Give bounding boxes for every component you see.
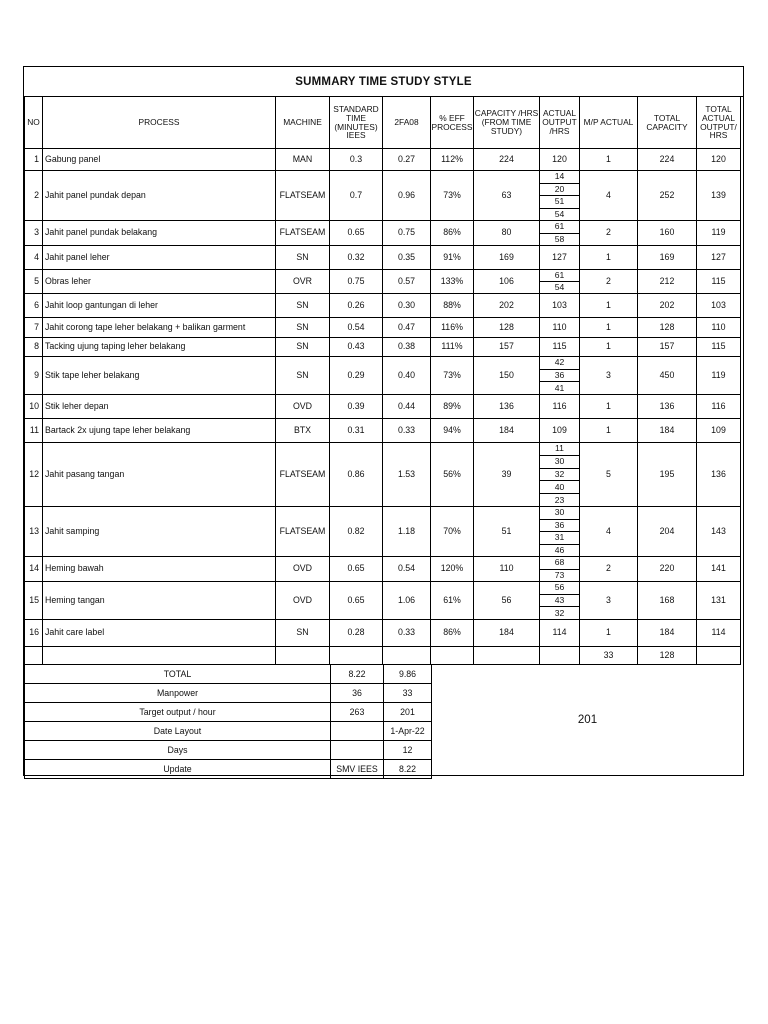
row-mp-actual: 1 — [580, 246, 638, 270]
row-style-time: 1.18 — [383, 507, 431, 557]
header-machine: MACHINE — [276, 97, 330, 149]
row-style-time: 0.40 — [383, 357, 431, 395]
row-eff: 120% — [431, 557, 474, 582]
target-output-box: 201 — [577, 713, 598, 726]
row-process: Heming tangan — [43, 582, 276, 620]
row-total-actual: 143 — [697, 507, 741, 557]
row-machine: SN — [276, 318, 330, 338]
table-row — [25, 221, 741, 246]
row-mp-actual: 1 — [580, 318, 638, 338]
row-total-actual: 116 — [697, 395, 741, 419]
row-total-actual: 119 — [697, 357, 741, 395]
row-standard-time: 0.75 — [330, 270, 383, 294]
row-machine: FLATSEAM — [276, 443, 330, 507]
actual-output-list — [540, 582, 579, 619]
actual-output-list — [540, 171, 579, 220]
header-capacity: CAPACITY /HRS (FROM TIME STUDY) — [474, 97, 540, 149]
row-no: 14 — [25, 557, 43, 582]
row-actual-output — [540, 357, 580, 395]
row-total-capacity: 136 — [638, 395, 697, 419]
row-mp-actual: 4 — [580, 171, 638, 221]
summary-value-standard — [331, 741, 384, 760]
row-standard-time: 0.32 — [330, 246, 383, 270]
summary-value-style: 1-Apr-22 — [384, 722, 432, 741]
header-row — [25, 97, 741, 149]
table-row — [25, 246, 741, 270]
summary-value-standard: 263 — [331, 703, 384, 722]
row-style-time: 0.27 — [383, 149, 431, 171]
row-style-time: 0.96 — [383, 171, 431, 221]
row-machine: OVD — [276, 395, 330, 419]
row-mp-actual: 2 — [580, 557, 638, 582]
row-eff: 73% — [431, 171, 474, 221]
table-row — [25, 318, 741, 338]
row-machine: MAN — [276, 149, 330, 171]
row-total-actual: 139 — [697, 171, 741, 221]
row-standard-time: 0.7 — [330, 171, 383, 221]
row-total-capacity: 168 — [638, 582, 697, 620]
row-process: Jahit loop gantungan di leher — [43, 294, 276, 318]
summary-row — [25, 684, 432, 703]
row-no: 5 — [25, 270, 43, 294]
row-total-actual: 131 — [697, 582, 741, 620]
summary-value-standard: 36 — [331, 684, 384, 703]
row-standard-time: 0.54 — [330, 318, 383, 338]
row-capacity: 56 — [474, 582, 540, 620]
row-standard-time: 0.65 — [330, 582, 383, 620]
row-style-time: 0.33 — [383, 620, 431, 647]
actual-output-value: 32 — [554, 607, 565, 618]
row-process: Jahit panel pundak belakang — [43, 221, 276, 246]
row-style-time: 0.38 — [383, 338, 431, 357]
row-no: 8 — [25, 338, 43, 357]
process-table — [24, 96, 741, 665]
summary-value-standard: SMV IEES — [331, 760, 384, 779]
actual-output-value: 68 — [540, 557, 579, 570]
row-actual-output: 109 — [540, 419, 580, 443]
row-standard-time: 0.65 — [330, 221, 383, 246]
summary-label: Update — [25, 760, 331, 779]
row-mp-actual: 1 — [580, 419, 638, 443]
table-row — [25, 419, 741, 443]
row-total-capacity: 169 — [638, 246, 697, 270]
actual-output-value: 54 — [554, 208, 565, 219]
row-process: Jahit panel pundak depan — [43, 171, 276, 221]
row-total-actual: 115 — [697, 270, 741, 294]
row-standard-time: 0.43 — [330, 338, 383, 357]
actual-output-value: 31 — [540, 532, 579, 545]
row-no: 9 — [25, 357, 43, 395]
row-eff: 94% — [431, 419, 474, 443]
row-process: Jahit panel leher — [43, 246, 276, 270]
row-mp-actual: 3 — [580, 357, 638, 395]
summary-label: TOTAL — [25, 665, 331, 684]
actual-output-value: 58 — [554, 233, 565, 244]
row-total-actual: 141 — [697, 557, 741, 582]
row-no: 1 — [25, 149, 43, 171]
row-process: Heming bawah — [43, 557, 276, 582]
row-capacity: 63 — [474, 171, 540, 221]
table-row — [25, 507, 741, 557]
row-total-capacity: 224 — [638, 149, 697, 171]
row-eff: 86% — [431, 221, 474, 246]
row-machine: SN — [276, 357, 330, 395]
row-process: Jahit care label — [43, 620, 276, 647]
summary-value-standard: 8.22 — [331, 665, 384, 684]
row-capacity: 39 — [474, 443, 540, 507]
actual-output-list — [540, 357, 579, 394]
row-process: Stik tape leher belakang — [43, 357, 276, 395]
row-style-time: 0.54 — [383, 557, 431, 582]
row-total-capacity: 160 — [638, 221, 697, 246]
row-no: 12 — [25, 443, 43, 507]
row-total-capacity: 184 — [638, 620, 697, 647]
row-no: 7 — [25, 318, 43, 338]
row-mp-actual: 1 — [580, 395, 638, 419]
row-machine: OVR — [276, 270, 330, 294]
row-eff: 73% — [431, 357, 474, 395]
actual-output-value: 11 — [540, 443, 579, 456]
row-total-capacity: 195 — [638, 443, 697, 507]
row-actual-output — [540, 507, 580, 557]
row-no: 15 — [25, 582, 43, 620]
sheet-title: SUMMARY TIME STUDY STYLE — [24, 67, 743, 97]
summary-row — [25, 722, 432, 741]
actual-output-value: 32 — [540, 469, 579, 482]
row-capacity: 202 — [474, 294, 540, 318]
row-capacity: 184 — [474, 620, 540, 647]
time-study-sheet — [23, 66, 744, 776]
actual-output-value: 46 — [554, 544, 565, 555]
row-capacity: 150 — [474, 357, 540, 395]
actual-output-value: 23 — [554, 494, 565, 505]
actual-output-value: 42 — [540, 357, 579, 370]
row-actual-output — [540, 171, 580, 221]
row-standard-time: 0.82 — [330, 507, 383, 557]
row-style-time: 0.33 — [383, 419, 431, 443]
row-style-time: 1.53 — [383, 443, 431, 507]
header-standard-time: STANDARD TIME (MINUTES) IEES — [330, 97, 383, 149]
table-row — [25, 620, 741, 647]
actual-output-value: 40 — [540, 481, 579, 494]
row-no: 10 — [25, 395, 43, 419]
row-mp-actual: 1 — [580, 620, 638, 647]
row-capacity: 110 — [474, 557, 540, 582]
summary-label: Date Layout — [25, 722, 331, 741]
row-machine: SN — [276, 246, 330, 270]
row-capacity: 51 — [474, 507, 540, 557]
table-row — [25, 270, 741, 294]
row-eff: 86% — [431, 620, 474, 647]
row-machine: OVD — [276, 557, 330, 582]
row-capacity: 184 — [474, 419, 540, 443]
row-mp-actual: 1 — [580, 294, 638, 318]
row-process: Gabung panel — [43, 149, 276, 171]
summary-value-standard — [331, 722, 384, 741]
row-capacity: 169 — [474, 246, 540, 270]
header-actual-output: ACTUAL OUTPUT /HRS — [540, 97, 580, 149]
row-standard-time: 0.28 — [330, 620, 383, 647]
row-no: 13 — [25, 507, 43, 557]
row-style-time: 0.35 — [383, 246, 431, 270]
row-actual-output: 114 — [540, 620, 580, 647]
row-style-time: 0.57 — [383, 270, 431, 294]
row-no: 3 — [25, 221, 43, 246]
row-capacity: 157 — [474, 338, 540, 357]
summary-table — [24, 664, 432, 779]
row-mp-actual: 4 — [580, 507, 638, 557]
summary-value-style: 201 — [384, 703, 432, 722]
row-mp-actual: 1 — [580, 149, 638, 171]
summary-value-style: 33 — [384, 684, 432, 703]
row-standard-time: 0.31 — [330, 419, 383, 443]
row-total-actual: 110 — [697, 318, 741, 338]
row-process: Jahit corong tape leher belakang + balikan garment — [43, 318, 276, 338]
row-style-time: 0.47 — [383, 318, 431, 338]
row-no: 4 — [25, 246, 43, 270]
totals-empty-cell — [540, 647, 580, 665]
row-total-capacity: 202 — [638, 294, 697, 318]
row-no: 16 — [25, 620, 43, 647]
row-machine: SN — [276, 620, 330, 647]
row-standard-time: 0.86 — [330, 443, 383, 507]
row-process: Bartack 2x ujung tape leher belakang — [43, 419, 276, 443]
table-row — [25, 294, 741, 318]
row-mp-actual: 5 — [580, 443, 638, 507]
row-no: 11 — [25, 419, 43, 443]
row-standard-time: 0.39 — [330, 395, 383, 419]
table-row — [25, 171, 741, 221]
totals-total-capacity: 128 — [638, 647, 697, 665]
row-capacity: 80 — [474, 221, 540, 246]
row-actual-output: 115 — [540, 338, 580, 357]
row-eff: 112% — [431, 149, 474, 171]
row-machine: OVD — [276, 582, 330, 620]
row-capacity: 224 — [474, 149, 540, 171]
row-process: Jahit pasang tangan — [43, 443, 276, 507]
row-eff: 56% — [431, 443, 474, 507]
summary-label: Days — [25, 741, 331, 760]
row-eff: 111% — [431, 338, 474, 357]
row-standard-time: 0.3 — [330, 149, 383, 171]
row-mp-actual: 2 — [580, 221, 638, 246]
actual-output-value: 30 — [540, 456, 579, 469]
table-row — [25, 149, 741, 171]
totals-empty-cell — [383, 647, 431, 665]
actual-output-value: 61 — [540, 221, 579, 234]
summary-label: Target output / hour — [25, 703, 331, 722]
actual-output-list — [540, 507, 579, 556]
row-total-actual: 103 — [697, 294, 741, 318]
totals-empty-cell — [276, 647, 330, 665]
actual-output-list — [540, 221, 579, 245]
actual-output-value: 20 — [540, 184, 579, 197]
header-style: 2FA08 — [383, 97, 431, 149]
row-total-capacity: 184 — [638, 419, 697, 443]
table-row — [25, 338, 741, 357]
table-row — [25, 557, 741, 582]
row-machine: BTX — [276, 419, 330, 443]
totals-empty-cell — [43, 647, 276, 665]
summary-row — [25, 760, 432, 779]
actual-output-value: 36 — [540, 520, 579, 533]
row-mp-actual: 3 — [580, 582, 638, 620]
row-eff: 116% — [431, 318, 474, 338]
row-process: Obras leher — [43, 270, 276, 294]
row-no: 2 — [25, 171, 43, 221]
row-standard-time: 0.65 — [330, 557, 383, 582]
row-machine: FLATSEAM — [276, 171, 330, 221]
row-standard-time: 0.29 — [330, 357, 383, 395]
row-actual-output — [540, 270, 580, 294]
row-total-capacity: 128 — [638, 318, 697, 338]
row-actual-output — [540, 443, 580, 507]
row-total-actual: 119 — [697, 221, 741, 246]
row-style-time: 0.30 — [383, 294, 431, 318]
row-eff: 89% — [431, 395, 474, 419]
totals-row — [25, 647, 741, 665]
summary-value-style: 12 — [384, 741, 432, 760]
summary-label: Manpower — [25, 684, 331, 703]
row-actual-output: 127 — [540, 246, 580, 270]
row-standard-time: 0.26 — [330, 294, 383, 318]
row-total-actual: 109 — [697, 419, 741, 443]
header-total-capacity: TOTAL CAPACITY — [638, 97, 697, 149]
row-machine: SN — [276, 294, 330, 318]
row-style-time: 1.06 — [383, 582, 431, 620]
row-mp-actual: 2 — [580, 270, 638, 294]
summary-row — [25, 741, 432, 760]
row-actual-output: 110 — [540, 318, 580, 338]
row-machine: FLATSEAM — [276, 507, 330, 557]
table-row — [25, 357, 741, 395]
row-mp-actual: 1 — [580, 338, 638, 357]
totals-empty-cell — [431, 647, 474, 665]
row-total-actual: 120 — [697, 149, 741, 171]
row-eff: 91% — [431, 246, 474, 270]
row-machine: FLATSEAM — [276, 221, 330, 246]
actual-output-list — [540, 557, 579, 581]
row-process: Tacking ujung taping leher belakang — [43, 338, 276, 357]
totals-mp-actual: 33 — [580, 647, 638, 665]
row-actual-output: 120 — [540, 149, 580, 171]
row-capacity: 128 — [474, 318, 540, 338]
actual-output-value: 51 — [540, 196, 579, 209]
row-total-actual: 114 — [697, 620, 741, 647]
row-machine: SN — [276, 338, 330, 357]
row-actual-output — [540, 221, 580, 246]
row-total-capacity: 252 — [638, 171, 697, 221]
totals-empty-cell — [697, 647, 741, 665]
row-eff: 88% — [431, 294, 474, 318]
header-total-actual: TOTAL ACTUAL OUTPUT/ HRS — [697, 97, 741, 149]
actual-output-value: 36 — [540, 370, 579, 383]
row-total-actual: 127 — [697, 246, 741, 270]
row-no: 6 — [25, 294, 43, 318]
summary-row — [25, 665, 432, 684]
row-actual-output: 103 — [540, 294, 580, 318]
row-actual-output: 116 — [540, 395, 580, 419]
row-total-capacity: 220 — [638, 557, 697, 582]
totals-empty-cell — [25, 647, 43, 665]
row-total-actual: 115 — [697, 338, 741, 357]
row-eff: 70% — [431, 507, 474, 557]
header-mp-actual: M/P ACTUAL — [580, 97, 638, 149]
row-style-time: 0.75 — [383, 221, 431, 246]
summary-value-style: 8.22 — [384, 760, 432, 779]
totals-empty-cell — [330, 647, 383, 665]
table-row — [25, 582, 741, 620]
totals-empty-cell — [474, 647, 540, 665]
summary-value-style: 9.86 — [384, 665, 432, 684]
row-total-capacity: 450 — [638, 357, 697, 395]
header-process: PROCESS — [43, 97, 276, 149]
actual-output-list — [540, 270, 579, 293]
actual-output-value: 54 — [554, 281, 565, 292]
row-style-time: 0.44 — [383, 395, 431, 419]
actual-output-value: 56 — [540, 582, 579, 595]
actual-output-value: 30 — [540, 507, 579, 520]
actual-output-value: 14 — [540, 171, 579, 184]
row-eff: 61% — [431, 582, 474, 620]
header-eff: % EFF PROCESS — [431, 97, 474, 149]
row-actual-output — [540, 557, 580, 582]
row-eff: 133% — [431, 270, 474, 294]
row-actual-output — [540, 582, 580, 620]
summary-row — [25, 703, 432, 722]
row-total-capacity: 212 — [638, 270, 697, 294]
row-total-actual: 136 — [697, 443, 741, 507]
row-process: Stik leher depan — [43, 395, 276, 419]
row-process: Jahit samping — [43, 507, 276, 557]
row-capacity: 136 — [474, 395, 540, 419]
row-total-capacity: 204 — [638, 507, 697, 557]
table-row — [25, 443, 741, 507]
actual-output-value: 61 — [540, 270, 579, 282]
actual-output-value: 41 — [554, 382, 565, 393]
header-no: NO — [25, 97, 43, 149]
actual-output-list — [540, 443, 579, 506]
table-row — [25, 395, 741, 419]
actual-output-value: 43 — [540, 595, 579, 608]
row-capacity: 106 — [474, 270, 540, 294]
actual-output-value: 73 — [554, 569, 565, 580]
row-total-capacity: 157 — [638, 338, 697, 357]
